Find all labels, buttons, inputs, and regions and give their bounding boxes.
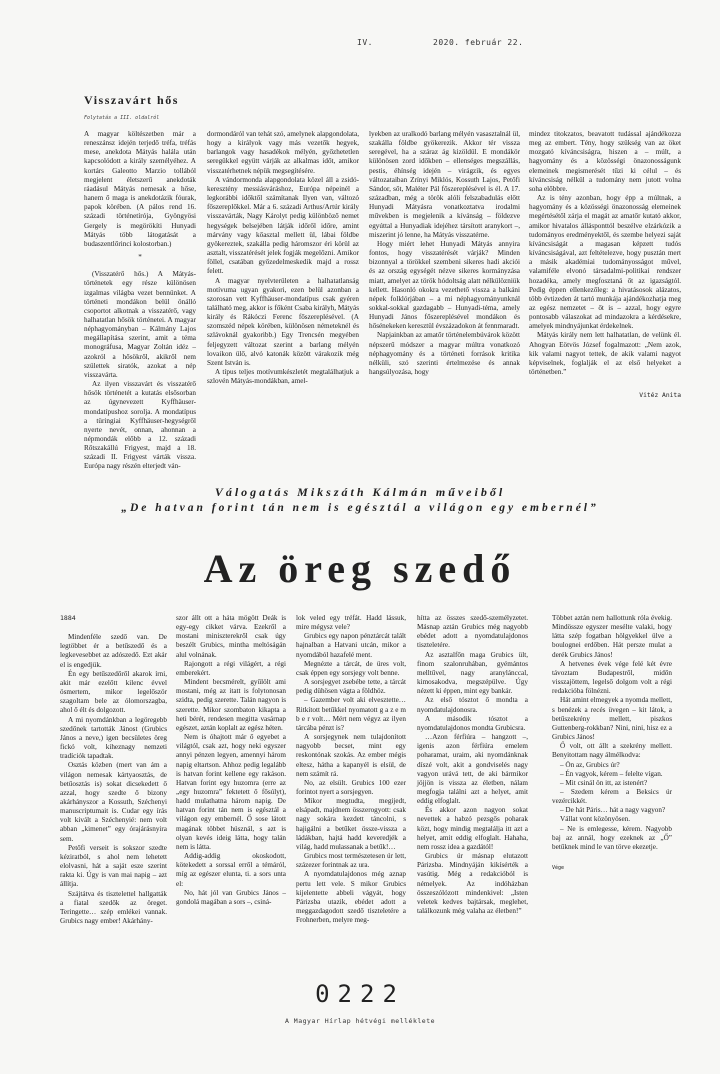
- paragraph: – Ön az, Grubics úr?: [560, 760, 620, 769]
- paragraph: Addig-addig okoskodott, kötekedett a sorssal erről a témáról, míg az egészer elunta, ti. a sors unta el:: [176, 852, 286, 888]
- paragraph: (Visszatérő hős.) A Mátyás-történetek egy része különösen izgalmas világba vezet bennünket. A történeti mondákon belül önálló csoportot alkotnak a visszatérő, vagy halhatatlan hősök történetei. A magyar néphagyományban – Kálmány Lajos megállapítása szerint, amit a téma monográfusa, Magyar Zoltán idéz – azokról a hősökről, akikről nem születtek siratók, azokat a nép visszavárta.: [84, 270, 196, 379]
- paragraph: – Én vagyok, kérem – felelte vígan.: [560, 769, 663, 778]
- issue-date: 2020. február 22.: [433, 38, 524, 47]
- paragraph: Grubics úr másnap elutazott Párizsba. Mindnyáján kikísérték a vasútig. Még a redakcióból is némelyek. Az indóházban összeszólózott mindenkivel: „Isten veletek kedves bajtársak, meglehet, találkozunk még valaha az életben!”: [417, 852, 528, 915]
- paragraph: Mikor megtudta, megijedt, elsápadt, majdnem összerogyott: csak nagy sokára kezdett táncolni, s hajigálni a betűket össze-vissza a ládákban, hajtá hadd keveredjék a világ, hadd mulassanak a betűk!…: [296, 797, 406, 851]
- paragraph: – Szedem kérem a Beksics úr vezércikkét.: [552, 787, 672, 806]
- paragraph: A magyar nyelvterületen a halhatatlanság motívuma ugyan gyakori, ezen belül azonban a szorosan vett Kyffhäuser-mondatípus csak gyéren található meg, akkor is főként Csaba királyh, Mátyás király és Rákóczi Ferenc főszereplésével. (A szomszéd népek körében, különösen németeknél és szlávoknál gyakoribb.) Egy Trencsén megyében feljegyzett változat szerint a barlang mélyén lovaikon ülő, alvó katonák között várakozik még Szent István is.: [207, 276, 359, 367]
- paragraph: Vállat vont közönyösen.: [560, 815, 631, 824]
- paragraph: Nem is óhajtott már ő egyebet a világtól, csak azt, hogy neki egyszer annyi pénzen legyen, amennyi három napig eltartson. Ahhoz pedig legalább is hatvan forint kellene egy rakáson. Hatvan forint egy huzomra (erre az „egy huzomra” fektetett ő fősúlyt), hadd mulathatna három napig. De hatvan forint tán nem is egésztál a világon egy embernél. Ő sose látott magának többet húsznál, s azt is olyan kevés ideig látta, hogy talán nem is látta.: [176, 733, 286, 851]
- paragraph: Az is tény azonban, hogy épp a múltnak, a hagyomány és a közösségi önazonosság elemeinek megértésétől zárja el magát az amatőr kutató akkor, amikor hivatalos állásponttól beszélve elzárkózik a tudományos eredményektől, és szembe helyezi saját kíváncsiságát a magasan képzett tudós kíváncsiságával, azt feltételezve, hogy pusztán mert a másik akadémiai tudományosságot művel, valamiféle elvonó társadalmi-politikai rendszer hozadéka, amely megfosztaná őt az igazságtól. Pedig éppen ellenkezőleg: a hivatásosok alázatos, több évtizeden át tartó munkája ajándékozhatja meg az egész nemzetet – őt is – azzal, hogy egyre pontosabb válaszokat ad mindazokra a kérdésekre, amelyek mindnyájunkat érdekelnek.: [529, 194, 681, 331]
- paragraph: A sorsjegyet zsebébe tette, a tárcát pedig dühösen vágta a földhöz.: [296, 678, 406, 696]
- paragraph: Grubics most természetesen úr lett, százezer forintnak az ura.: [296, 852, 406, 870]
- article-title: Visszavárt hős: [84, 93, 179, 107]
- paragraph: A sorsjegynek nem tulajdonított nagyobb becset, mint egy reskontónak szokás. Az ember mégis eltesz, hátha a kapanyél is elsül, de nem számít rá.: [296, 733, 406, 778]
- paragraph: lok veled egy tréfát. Hadd lássuk, mire mégysz vele?: [296, 614, 406, 632]
- story-column-2: [176, 614, 286, 966]
- paragraph: Én egy betűszedőről akarok írni, akit már ezelőtt kilenc évvel ösmertem, mikor legelőször szagoltam bele az ólomorszagba, ahol ő élt és dolgozott.: [60, 669, 167, 715]
- paragraph: Petőfi verseit is sokszor szedte kéziratból, s ahol nem lehetett elolvasni, hát a saját esze szerint rakta ki. Úgy is van mai napig – azt állítja.: [60, 843, 167, 889]
- paragraph: Mindent becsmérelt, gyűlölt ami mostani, még az itatt is folytonosan szidta, pedig szerette. Talán nagyon is szerette. Mikor szombaton kikapta a heti bérét, rendesen megitta vasárnap egészet, aztán koplalt az egész héten.: [176, 678, 286, 732]
- paragraph: Napjainkban az amatőr történelembúvárok között népszerű módszer a magyar múltra vonatkozó néphagyomány és a történeti források kritika nélküli, szó szerinti értelmezése és annak hangsúlyozása, hogy: [369, 331, 520, 377]
- paragraph: Az első tósztot ő mondta a nyomdatulajdonosra.: [417, 696, 528, 714]
- paragraph: Hát amint elmegyek a nyomda mellett, s benézek a recés üvegen – kit látok, a betűszekrény mellett, piszkos Guttenberg-rokkban? Nini, nini, hisz ez a Grubics János!: [552, 696, 672, 742]
- paragraph: És akkor azon nagyon sokat nevettek a habzó pezsgős poharak közt, hogy mindig megtalálja itt azt a helyet, amit eddig elfoglalt. Hahaha, nem rossz idea a gazdától!: [417, 806, 528, 851]
- paragraph: Osztás közben (mert van ám a világon nemesak kártyaosztás, de betűosztás is) sokat dicsekedett ő azzal, hogy szedte ő bizony akárhányszor a Kossuth, Széchenyi manuscriptumait is. Cudar egy írás volt kivált a Széchenyié: nem volt abban „kimenet” egy órajárásnyira sem.: [60, 761, 167, 843]
- story-column-1: [60, 614, 167, 966]
- paragraph: A magyar költészetben már a reneszánsz idején terjedő tréfa, tréfás mese, anekdota Mátyás halála után kapcsolódott a király személyéhez. A kortárs Galeotto Marzio tollából megjelent életszerű anekdoták ráadásul Mátyás nemesak a hőse, hanem ő maga is anekdotázik fóurak, papok körében. (A pálos rend 16. századi történetírója, Gyöngyösi Gergely is megörökíti Hunyadi Mátyás több látogatását a budaszentlőrinci kolostorban.): [84, 130, 196, 248]
- paragraph: A hetvenes évek vége felé két évre távoztam Budapestről, midőn visszajöttem, legelső dolgom volt a régi redakcióba fölnézni.: [552, 659, 672, 696]
- paragraph: Az ilyen visszavárt és visszatérő hősök történetét a kutatás elsősorban az úgynevezett Kyffhäuser-mondatípushoz sorolja. A mondatípus a türingiai Kyffhäuser-hegységről nyerte nevét, onnan, ahonnan a népmondák előbb a 12. századi Rőtszakállú Frigyest, majd a 18. századi II. Frigyest várták vissza. Európa nagy részén elterjedt ván-: [84, 380, 196, 471]
- paragraph: Rajongott a régi világért, a régi emberekért.: [176, 659, 286, 677]
- separator-asterisk: *: [138, 253, 142, 262]
- paragraph: A második tósztot a nyomdatulajdonos mondta Grubicsra.: [417, 714, 528, 732]
- story-title: Az öreg szedő: [203, 546, 517, 591]
- paragraph: Mindenféle szedő van. De legtöbbet ér a betűszedő és a legkevesebbet az adószedő. Ezt akár el is engedjük.: [60, 633, 167, 669]
- paragraph: …Azon férfiúra – hangzott –, igenis azon férfiúra emelem poharamat, uraim, aki nyomdánknak díszé volt, akit a gondviselés nagy vagyon urává tett, de aki bármikor jöjjön is vissza az életben, nálam megfogja találni azt a helyet, amit eddig elfoglalt.: [417, 733, 528, 806]
- paragraph: mindez titokzatos, beavatott tudással ajándékozza meg az embert. Tény, hogy szükség van az öket mozgató kíváncsiságra, hiszen a – múlt, a hagyomány és a közösségi önazonosságunk elemeinek megismerését tűzi ki célul – és kíváncsiság nélkül a tudomány nem jutott volna soha előbbre.: [529, 130, 681, 193]
- article-column-4: [529, 130, 681, 460]
- paragraph: szor állt ott a háta mögött Deák is egy-egy cikket várva. Ezekről a mostani miniszterekről csak úgy beszélt Grubics, mintha meltóságán alul volnának.: [176, 614, 286, 659]
- paragraph: dormondáról van tehát szó, amelynek alapgondolata, hogy a királyok vagy más vezetők hegyek, barlangok vagy hasadékok mélyén, győzhetetlen seregükkel együtt várják az alkalmas időt, amikor visszatérhetnek népük megsegítésére.: [207, 130, 359, 175]
- paragraph: – De hát Páris… hát a nagy vagyon?: [560, 806, 666, 815]
- story-column-3: [296, 614, 406, 966]
- paragraph: A nyomdatulajdonos még aznap pertu lett vele. S mikor Grubics kijelentette abbeli vágyát, hogy Párizsba utazik, ebédet adott a meggazdagodott szedő tiszteletére a Frohnerben, melyre meg-: [296, 870, 406, 925]
- author-signature: Vitéz Anita: [639, 392, 681, 400]
- story-end-mark: Vége: [552, 865, 565, 872]
- paragraph: hítta az összes szedő-személyzetet. Másnap aztán Grubics még nagyobb ebédet adott a nyomdatulajdonos tiszteletére.: [417, 614, 528, 650]
- paragraph: Többet aztán nem hallottunk róla évekig. Mindössze egyszer mesélte valaki, hogy látta szép fogatban hölgyekkel ülve a boulognei erdőben. Hát persze mulat a derék Grubics János!: [552, 614, 672, 659]
- paragraph: Megnézte a tárcát, de üres volt, csak éppen egy sorsjegy volt benne.: [296, 659, 406, 677]
- paragraph: Szájtátva és tisztelettel hallgatták a fiatal szedők az öreget. Teringette… szép emlékei vannak. Grubics nagy ember! Akárhány-: [60, 889, 167, 925]
- paragraph: – Mit csinál ön itt, az istenért?: [560, 778, 648, 787]
- article-column-3: [369, 130, 520, 460]
- paragraph: lyekben az uralkodó barlang mélyén vasasztalnál ül, szakálla földbe gyökerezik. Akkor tér vissza seregével, ha a száraz ág kizöldül. E mondákör különösen zord időkben – ellenséges megszállás, pestis, éhínség idején – virágzik, és egyes változataiban Zrínyi Miklós, Kossuth Lajos, Petőfi Sándor, sőt, Maléter Pál főszereplésével is él. A 17. században, még a török alóli felszabadulás előtt Hunyadi Mátyásra vonatkoztatva irodalmi művekben is megjelenik a kívánság – földezve egyúttal a Hunyadiak idejéhez társított aranykort –, miszerint jó lenne, ha Mátyás visszatérne.: [369, 130, 520, 239]
- story-column-4: [417, 614, 528, 966]
- paragraph: Az asztalfőn maga Grubics ült, finom szalonruhában, gyémántos melltűvel, nagy aranylánccal, kimosakodva, megszépülve. Úgy nézett ki éppen, mint egy bankár.: [417, 650, 528, 696]
- paragraph: – Gazember volt aki elvesztette… Ritkított betűkkel nyomatott g a z e m b e r volt… Mért nem végyz az ilyen tárcába pénzt is?: [296, 696, 406, 732]
- paragraph: A mi nyomdánkban a legöregebb szedőnek tartották Jánost (Grubics János a neve,) igen becsületes öreg fickó volt, kiheznagy nemzeti tradíciók tapadtak.: [60, 715, 167, 761]
- paragraph: No, az elsült. Grubics 100 ezer forintot nyert a sorsjegyen.: [296, 778, 406, 796]
- story-column-5: [552, 614, 672, 966]
- paragraph: Hogy miért lehet Hunyadi Mátyás annyira fontos, hogy visszatérését várják? Minden bizonnyal a törökkel szembeni sikeres hadi akciói és az ország egységét nézve sikeres kormányzása miatt, amelyet az török hódoltság alatt nélkülözniük kellett. Hasonló okokra vezethető vissza a balkáni népek folklórjában – a mi néphagyományunknál sokkal-sokkal gazdagabb – Hunyadi-téma, amely Hunyadi János főszereplésével mondákon és hősénekeken keresztül évszázadokon át fennmaradt.: [369, 239, 520, 331]
- paragraph: A típus teljes motívumkészletét megtalálhatjuk a szlovén Mátyás-mondákban, amel-: [207, 368, 359, 386]
- article-column-2: [207, 130, 359, 460]
- article-continuation-note: Folytatás a III. oldalról: [84, 115, 160, 121]
- paragraph: – Ne is emlegesse, kérem. Nagyobb baj az annál, hogy ezeknek az „Ő” betűknek mind le van törve ekezetje.: [552, 824, 672, 851]
- page-number: 0222: [315, 980, 405, 1008]
- paragraph: Ő volt, ott állt a szekrény mellett. Benyitottam nagy álmélkodva:: [552, 742, 672, 760]
- supplement-caption: A Magyar Hírlap hétvégi melléklete: [284, 1017, 436, 1025]
- story-year: 1884: [60, 614, 76, 622]
- paragraph: Grubics egy napon pénztárcát talált hajnalban a Hatvani utcán, mikor a nyomdából hazafelé ment.: [296, 632, 406, 659]
- series-title: Válogatás Mikszáth Kálmán műveiből: [214, 485, 506, 499]
- paragraph: Mátyás király nem lett halhatatlan, de velünk él. Ahogyan Eötvös József fogalmazott: „Nem azok, kik valami nagyot tettek, de akik valami nagyot képviselnek, foglalják el az első helyeket a történetben.”: [529, 331, 681, 377]
- series-quote: „De hatvan forint tán nem is egésztál a világon egy embernél”: [121, 502, 599, 514]
- article-column-1: [84, 130, 196, 471]
- paragraph: A vándormonda alapgondolata közel áll a zsidó-keresztény messiásváráshoz, Európa népeinél a legkorábbi időktől számítanak Ilyen van, változó főszereplőkkel. Már a 6. századi Arthus/Artúr király visszavárták, Nagy Károlyt pedig különböző nemet hegységek belsejében látják időről időre, amint márvány vagy kőasztal mellett ül, lábai földbe gyökereztek, szakálla pedig háromszor éri körül az asztalt, visszatérését jelek fogják megelőzni. Amikor föllel, csatában győzedelmeskedik majd a rossz felett.: [207, 175, 359, 276]
- issue-number: IV.: [357, 38, 373, 47]
- paragraph: No, hát jól van Grubics János – gondolá magában a sors –, csiná-: [176, 888, 286, 906]
